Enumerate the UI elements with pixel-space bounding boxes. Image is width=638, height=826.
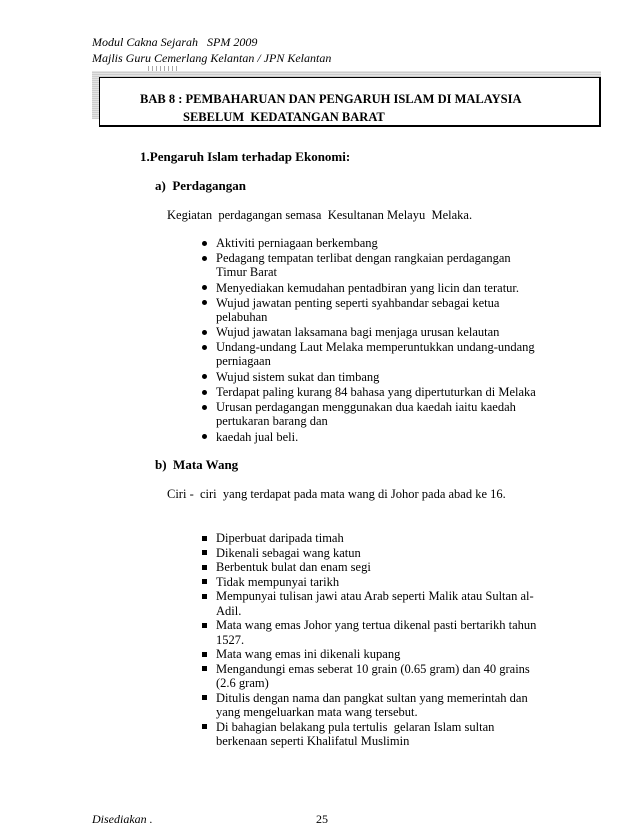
footer-page-number: 25 [316,812,328,826]
bullet-line: Aktiviti perniagaan berkembang [216,236,378,250]
bullet-text [216,370,536,384]
bullet-line: Dikenali sebagai wang katun [216,545,361,560]
bullet-text [216,236,536,250]
bullet-text [216,296,536,324]
square-bullet-icon [202,695,207,700]
bullet-line: Menyediakan kemudahan pentadbiran yang licin dan teratur. [216,280,520,295]
square-bullet-icon [202,536,207,541]
bullet-line: (2.6 gram) [216,676,269,690]
trade-bullet-list [202,236,536,444]
chapter-title-line-2: SEBELUM KEDATANGAN BARAT [183,110,385,124]
chapter-title-line-1: BAB 8 : PEMBAHARUAN DAN PENGARUH ISLAM DI MALAYSIA [140,92,522,106]
bullet-line: Berbentuk bulat dan enam segi [216,560,371,574]
bullet-line: kaedah jual beli. [216,429,299,444]
round-bullet-icon [202,405,207,410]
round-bullet-icon [202,434,207,439]
bullet-item [202,546,536,561]
bullet-item [202,281,536,295]
bullet-line: Mempunyai tulisan jawi atau Arab seperti Malik atau Sultan al- [216,589,534,603]
square-bullet-icon [202,623,207,628]
square-bullet-icon [202,565,207,570]
bullet-item [202,251,536,279]
bullet-text [216,691,536,720]
bullet-item [202,662,536,691]
bullet-line: pelabuhan [216,309,268,324]
bullet-item [202,589,536,618]
bullet-item [202,531,536,546]
bullet-line: perniagaan [216,354,271,369]
bullet-line: Wujud sistem sukat dan timbang [216,369,380,384]
round-bullet-icon [202,330,207,335]
bullet-item [202,400,536,428]
bullet-text [216,575,536,590]
round-bullet-icon [202,285,207,290]
bullet-item [202,340,536,368]
bullet-line: Di bahagian belakang pula tertulis gelaran Islam sultan [216,719,495,734]
bullet-line: Mata wang emas ini dikenali kupang [216,647,401,661]
header-module-title: Modul Cakna Sejarah SPM 2009 [92,35,258,49]
round-bullet-icon [202,345,207,350]
bullet-text [216,618,536,647]
bullet-line: berkenaan seperti Khalifatul Muslimin [216,734,410,748]
square-bullet-icon [202,550,207,555]
subsection-b-intro: Ciri - ciri yang terdapat pada mata wang di Johor pada abad ke 16. [167,487,506,501]
bullet-item [202,618,536,647]
bullet-line: Undang-undang Laut Melaka memperuntukkan undang-undang [216,340,535,355]
bullet-line: Mengandungi emas seberat 10 grain (0.65 gram) dan 40 grains [216,661,530,676]
bullet-text [216,720,536,749]
bullet-item [202,430,536,444]
bullet-text [216,662,536,691]
currency-bullet-list [202,531,536,749]
square-bullet-icon [202,724,207,729]
square-bullet-icon [202,652,207,657]
bullet-line: pertukaran barang dan [216,414,328,429]
bullet-item [202,691,536,720]
bullet-item [202,720,536,749]
footer-prepared-by: Disediakan . [92,812,153,826]
bullet-text [216,385,536,399]
bullet-line: Urusan perdagangan menggunakan dua kaedah iaitu kaedah [216,400,516,415]
bullet-line: Diperbuat daripada timah [216,531,344,545]
bullet-text [216,560,536,575]
bullet-line: yang mengeluarkan mata wang tersebut. [216,705,418,719]
bullet-line: Mata wang emas Johor yang tertua dikenal pasti bertarikh tahun [216,618,537,632]
bullet-line: 1527. [216,632,245,647]
round-bullet-icon [202,374,207,379]
bullet-text [216,400,536,428]
square-bullet-icon [202,579,207,584]
section-heading: 1.Pengaruh Islam terhadap Ekonomi: [140,149,351,164]
bullet-line: Tidak mempunyai tarikh [216,574,340,589]
bullet-text [216,546,536,561]
square-bullet-icon [202,666,207,671]
subsection-b-heading: b) Mata Wang [155,457,239,472]
bullet-text [216,589,536,618]
bullet-line: Ditulis dengan nama dan pangkat sultan yang memerintah dan [216,690,528,705]
round-bullet-icon [202,241,207,246]
subsection-a-intro: Kegiatan perdagangan semasa Kesultanan Melayu Melaka. [167,208,473,222]
bullet-text [216,325,536,339]
bullet-line: Wujud jawatan penting seperti syahbandar sebagai ketua [216,295,500,310]
bullet-line: Adil. [216,603,242,618]
bullet-item [202,325,536,339]
bullet-line: Terdapat paling kurang 84 bahasa yang dipertuturkan di Melaka [216,385,536,400]
round-bullet-icon [202,390,207,395]
bullet-text [216,281,536,295]
bullet-item [202,236,536,250]
bullet-item [202,385,536,399]
bullet-item [202,575,536,590]
bullet-text [216,531,536,546]
square-bullet-icon [202,594,207,599]
bullet-text [216,430,536,444]
bullet-line: Wujud jawatan laksamana bagi menjaga urusan kelautan [216,325,500,340]
round-bullet-icon [202,300,207,305]
bullet-item [202,296,536,324]
bullet-item [202,647,536,662]
bullet-text [216,251,536,279]
bullet-text [216,647,536,662]
bullet-line: Timur Barat [216,265,277,280]
bullet-item [202,370,536,384]
round-bullet-icon [202,256,207,261]
bullet-text [216,340,536,368]
header-organization: Majlis Guru Cemerlang Kelantan / JPN Kelantan [92,51,332,65]
subsection-a-heading: a) Perdagangan [155,178,246,193]
bullet-item [202,560,536,575]
bullet-line: Pedagang tempatan terlibat dengan rangkaian perdagangan [216,251,511,266]
